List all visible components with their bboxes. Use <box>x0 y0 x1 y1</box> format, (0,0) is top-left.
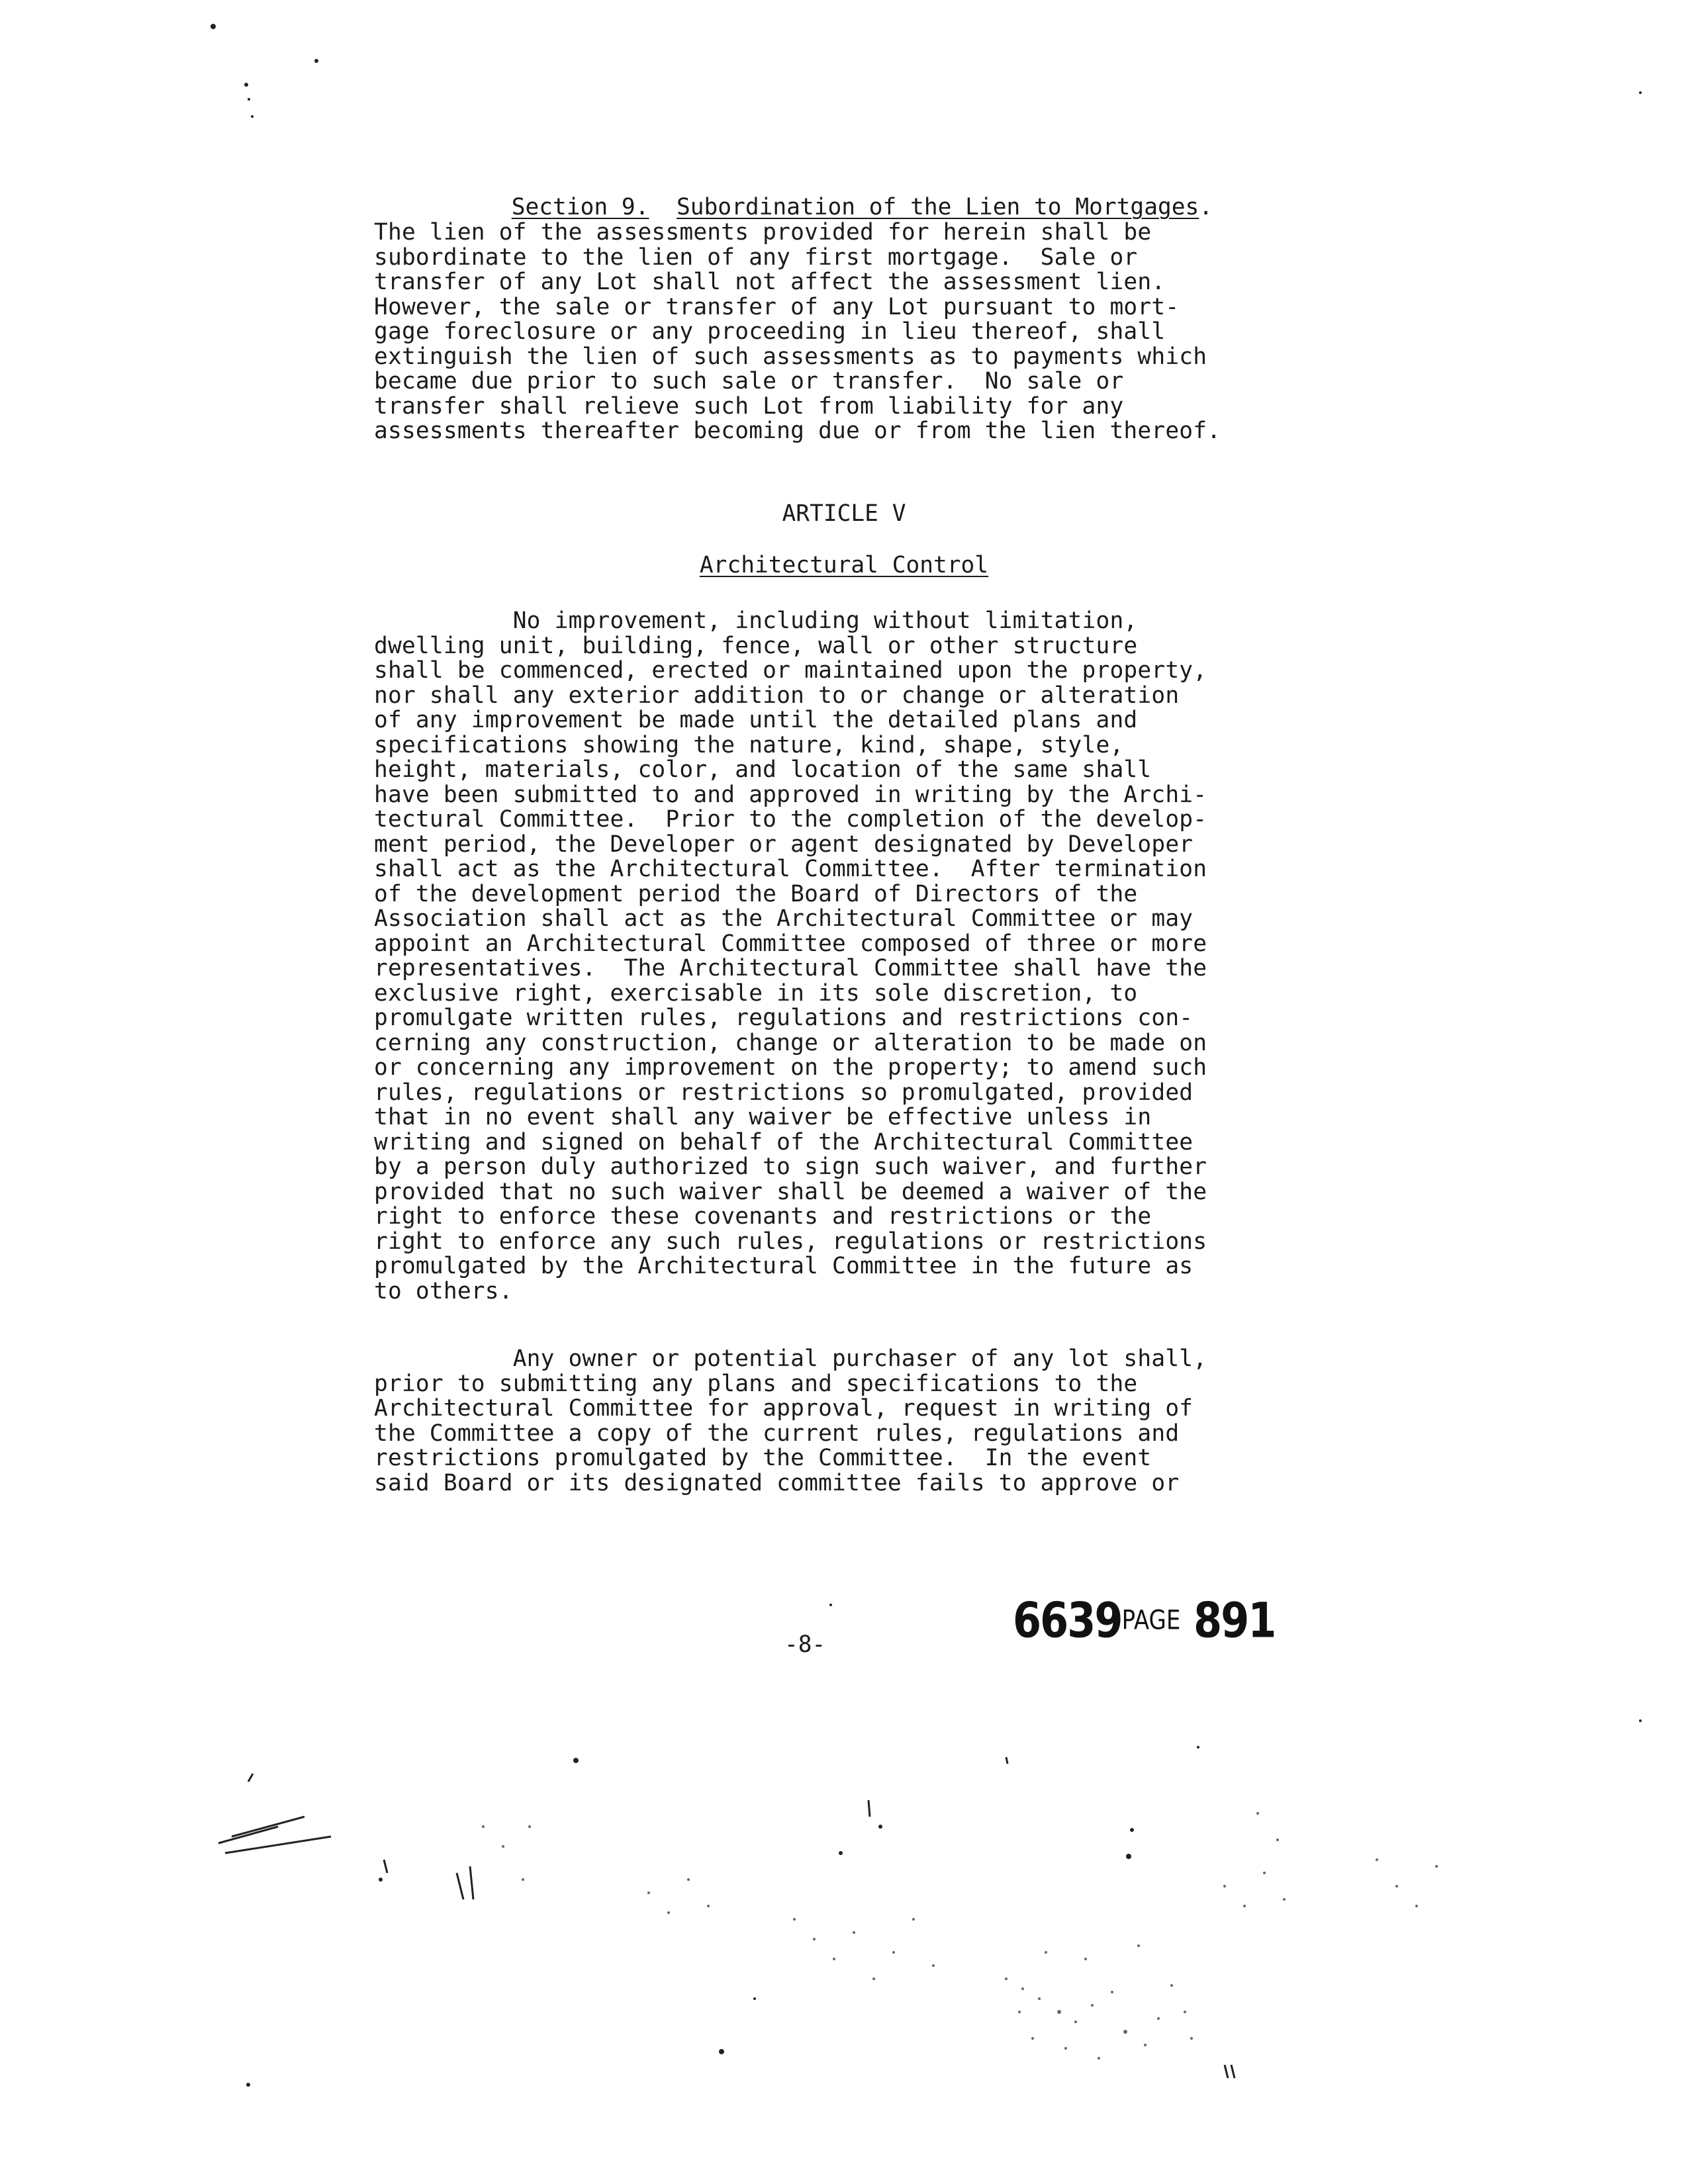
section-body: The lien of the assessments provided for herein shall be subordinate to the lien of any first mortgage. Sale or transfer of any Lot shall not affect the assessment lien. However, the sale or transfer of any Lot pursuant to mort- gage foreclosure or any proceeding in lieu thereof, shall extinguish the lien of such assessments as to payments which became due prior to such sale or transfer. No sale or transfer shall relieve such Lot from liability for any assessments thereafter becoming due or from the lien thereof. <box>374 219 1221 444</box>
article-title: Architectural Control <box>699 552 989 578</box>
page-number: -8- <box>784 1631 826 1658</box>
article-number: ARTICLE V <box>782 500 906 527</box>
book-page-number: 891 <box>1193 1592 1276 1649</box>
section-title-period: . <box>1199 194 1213 220</box>
book-page-stamp <box>1013 1592 1275 1649</box>
article-title-wrapper <box>0 553 1688 578</box>
book-number: 6639 <box>1013 1592 1122 1649</box>
section-label: Section 9. <box>511 194 649 220</box>
article-paragraph-1: No improvement, including without limitation, dwelling unit, building, fence, wall or other structure shall be commenced, erected or maintained upon the property, nor shall any exterior addition to or change or alteration of any improvement be made until the detailed plans and specifications showing the nature, kind, shape, style, height, materials, color, and location of the same shall have been submitted to and approved in writing by the Archi- tectural Committee. Prior to the completion of the develop- ment period, the Developer or agent designated by Developer shall act as the Architectural Committee. After termination of the development period the Board of Directors of the Association shall act as the Architectural Committee or may appoint an Architectural Committee composed of three or more representatives. The Architectural Committee shall have the exclusive right, exercisable in its sole discretion, to promulgate written rules, regulations and restrictions con- cerning any construction, change or alteration to be made on or concerning any improvement on the property; to amend such rules, regulations or restrictions so promulgated, provided that in no event shall any waiver be effective unless in writing and signed on behalf of the Architectural Committee by a person duly authorized to sign such waiver, and further provided that no such waiver shall be deemed a waiver of the right to enforce these covenants and restrictions or the right to enforce any such rules, regulations or restrictions promulgated by the Architectural Committee in the future as to others. <box>374 608 1207 1304</box>
page-word: PAGE <box>1121 1605 1181 1637</box>
section-title: Subordination of the Lien to Mortgages <box>676 194 1199 220</box>
section-heading <box>374 195 1213 220</box>
article-paragraph-2: Any owner or potential purchaser of any lot shall, prior to submitting any plans and specifications to the Architectural Committee for approval, request in writing of the Committee a copy of the current rules, regulations and restrictions promulgated by the Committee. In the event said Board or its designated committee fails to approve or <box>374 1345 1207 1496</box>
